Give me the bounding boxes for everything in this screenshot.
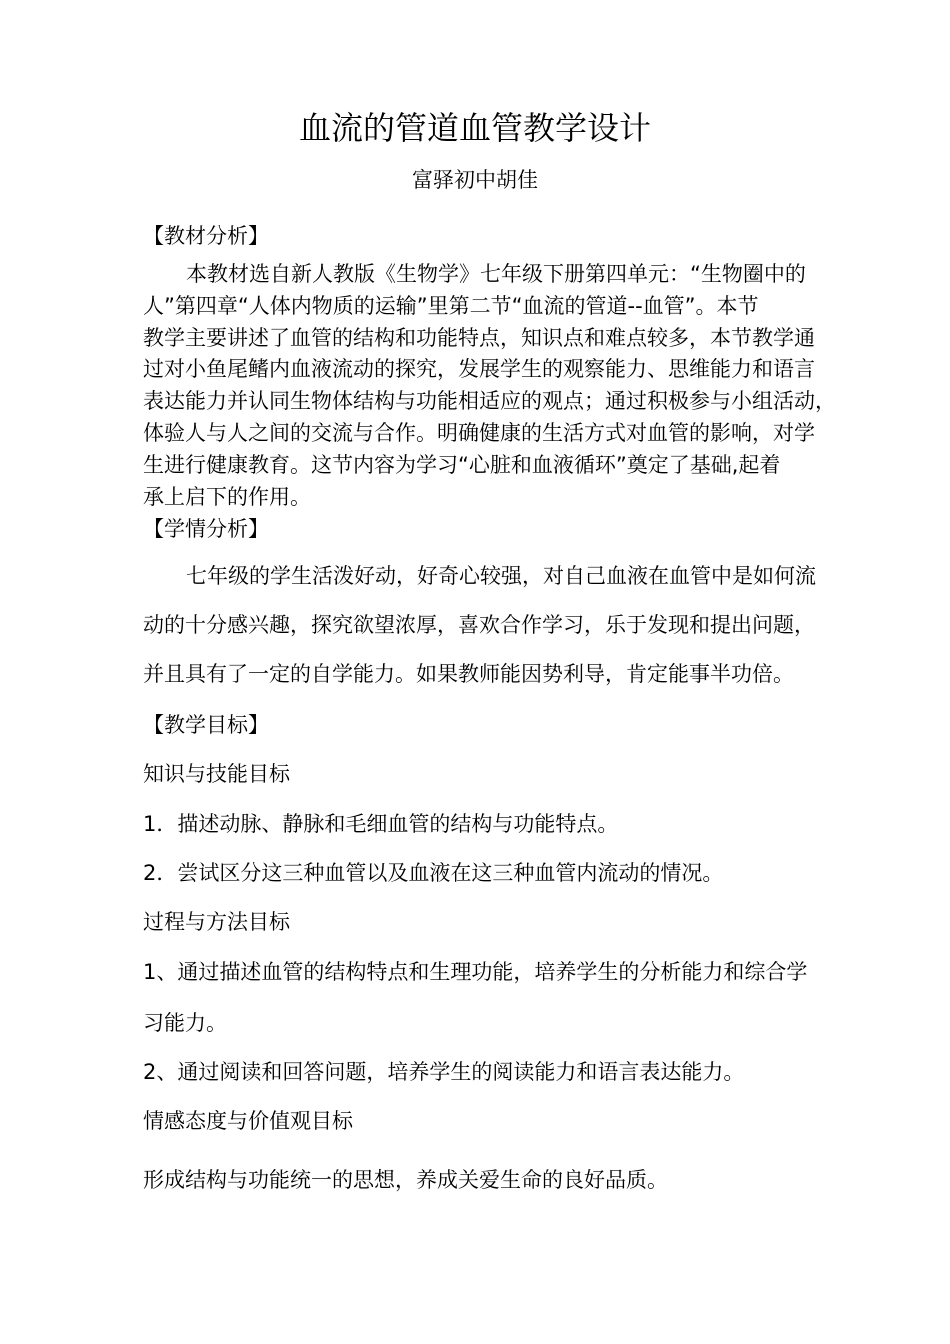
paragraph-line: 教学主要讲述了血管的结构和功能特点，知识点和难点较多，本节教学通 (143, 326, 815, 350)
paragraph-line: 并且具有了一定的自学能力。如果教师能因势利导，肯定能事半功倍。 (143, 662, 794, 686)
goal-item: 1、通过描述血管的结构特点和生理功能，培养学生的分析能力和综合学 (143, 960, 808, 984)
goal-item: 2、通过阅读和回答问题，培养学生的阅读能力和语言表达能力。 (143, 1060, 745, 1084)
goal-item: 1．描述动脉、静脉和毛细血管的结构与功能特点。 (143, 812, 619, 836)
paragraph-line: 本教材选自新人教版《生物学》七年级下册第四单元：“生物圈中的 (186, 262, 806, 286)
section-heading-students: 【学情分析】 (143, 517, 269, 541)
document-title: 血流的管道血管教学设计 (298, 109, 651, 147)
paragraph-line: 生进行健康教育。这节内容为学习“心脏和血液循环”奠定了基础,起着 (143, 453, 781, 477)
paragraph-line: 表达能力并认同生物体结构与功能相适应的观点；通过积极参与小组活动， (143, 389, 836, 413)
author-line: 富驿初中胡佳 (412, 168, 538, 192)
subheading-emotion: 情感态度与价值观目标 (143, 1109, 353, 1133)
subheading-knowledge: 知识与技能目标 (143, 762, 290, 786)
paragraph-line: 七年级的学生活泼好动，好奇心较强，对自己血液在血管中是如何流 (186, 564, 816, 588)
paragraph-line: 人”第四章“人体内物质的运输”里第二节“血流的管道--血管”。本节 (143, 294, 759, 318)
section-heading-goals: 【教学目标】 (143, 713, 269, 737)
paragraph-line: 过对小鱼尾鳍内血液流动的探究，发展学生的观察能力、思维能力和语言 (143, 357, 815, 381)
goal-item: 2．尝试区分这三种血管以及血液在这三种血管内流动的情况。 (143, 861, 724, 885)
section-heading-material: 【教材分析】 (143, 224, 269, 248)
paragraph-line: 体验人与人之间的交流与合作。明确健康的生活方式对血管的影响，对学 (143, 421, 815, 445)
goal-item: 习能力。 (143, 1011, 227, 1035)
subheading-process: 过程与方法目标 (143, 910, 290, 934)
goal-item: 形成结构与功能统一的思想，养成关爱生命的良好品质。 (143, 1168, 668, 1192)
paragraph-line: 动的十分感兴趣，探究欲望浓厚，喜欢合作学习，乐于发现和提出问题， (143, 613, 815, 637)
paragraph-line: 承上启下的作用。 (143, 485, 311, 509)
